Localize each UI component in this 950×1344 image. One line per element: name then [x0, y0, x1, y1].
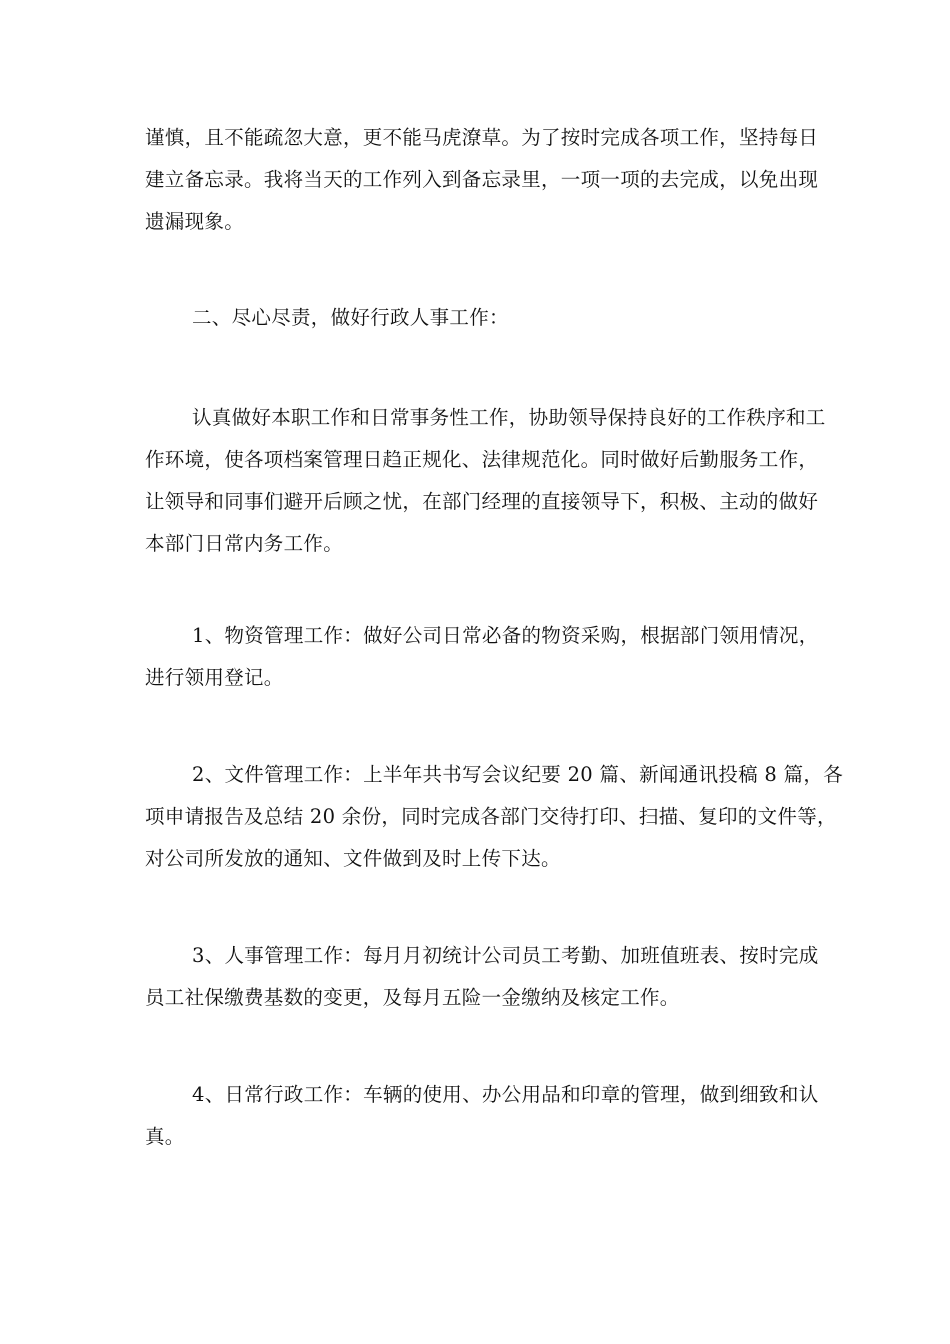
- text-line: 二、尽心尽责，做好行政人事工作：: [192, 306, 509, 329]
- text-line: 建立备忘录。我将当天的工作列入到备忘录里，一项一项的去完成，以免出现: [145, 168, 819, 191]
- text-line: 2、文件管理工作：上半年共书写会议纪要 20 篇、新闻通讯投稿 8 篇，各: [192, 763, 844, 786]
- text-line: 遗漏现象。: [145, 210, 245, 233]
- section-heading: [145, 297, 810, 339]
- paragraph-duties: [145, 397, 826, 565]
- text-line: 让领导和同事们避开后顾之忧，在部门经理的直接领导下，积极、主动的做好: [145, 490, 819, 513]
- text-line: 员工社保缴费基数的变更，及每月五险一金缴纳及核定工作。: [145, 986, 680, 1009]
- text-line: 进行领用登记。: [145, 666, 284, 689]
- text-line: 项申请报告及总结 20 余份，同时完成各部门交待打印、扫描、复印的文件等，: [145, 805, 837, 828]
- paragraph-continuation: [145, 117, 819, 243]
- text-line: 4、日常行政工作：车辆的使用、办公用品和印章的管理，做到细致和认: [192, 1083, 819, 1106]
- paragraph-item-1: [145, 615, 819, 699]
- text-line: 认真做好本职工作和日常事务性工作，协助领导保持良好的工作秩序和工: [192, 406, 826, 429]
- paragraph-item-4: [145, 1074, 819, 1158]
- paragraph-item-3: [145, 935, 819, 1019]
- text-line: 本部门日常内务工作。: [145, 532, 344, 555]
- text-line: 对公司所发放的通知、文件做到及时上传下达。: [145, 847, 561, 870]
- text-line: 1、物资管理工作：做好公司日常必备的物资采购，根据部门领用情况，: [192, 624, 819, 647]
- text-line: 3、人事管理工作：每月月初统计公司员工考勤、加班值班表、按时完成: [192, 944, 819, 967]
- text-line: 作环境，使各项档案管理日趋正规化、法律规范化。同时做好后勤服务工作，: [145, 448, 819, 471]
- text-line: 真。: [145, 1125, 185, 1148]
- text-line: 谨慎，且不能疏忽大意，更不能马虎潦草。为了按时完成各项工作，坚持每日: [145, 126, 819, 149]
- paragraph-item-2: [145, 754, 844, 880]
